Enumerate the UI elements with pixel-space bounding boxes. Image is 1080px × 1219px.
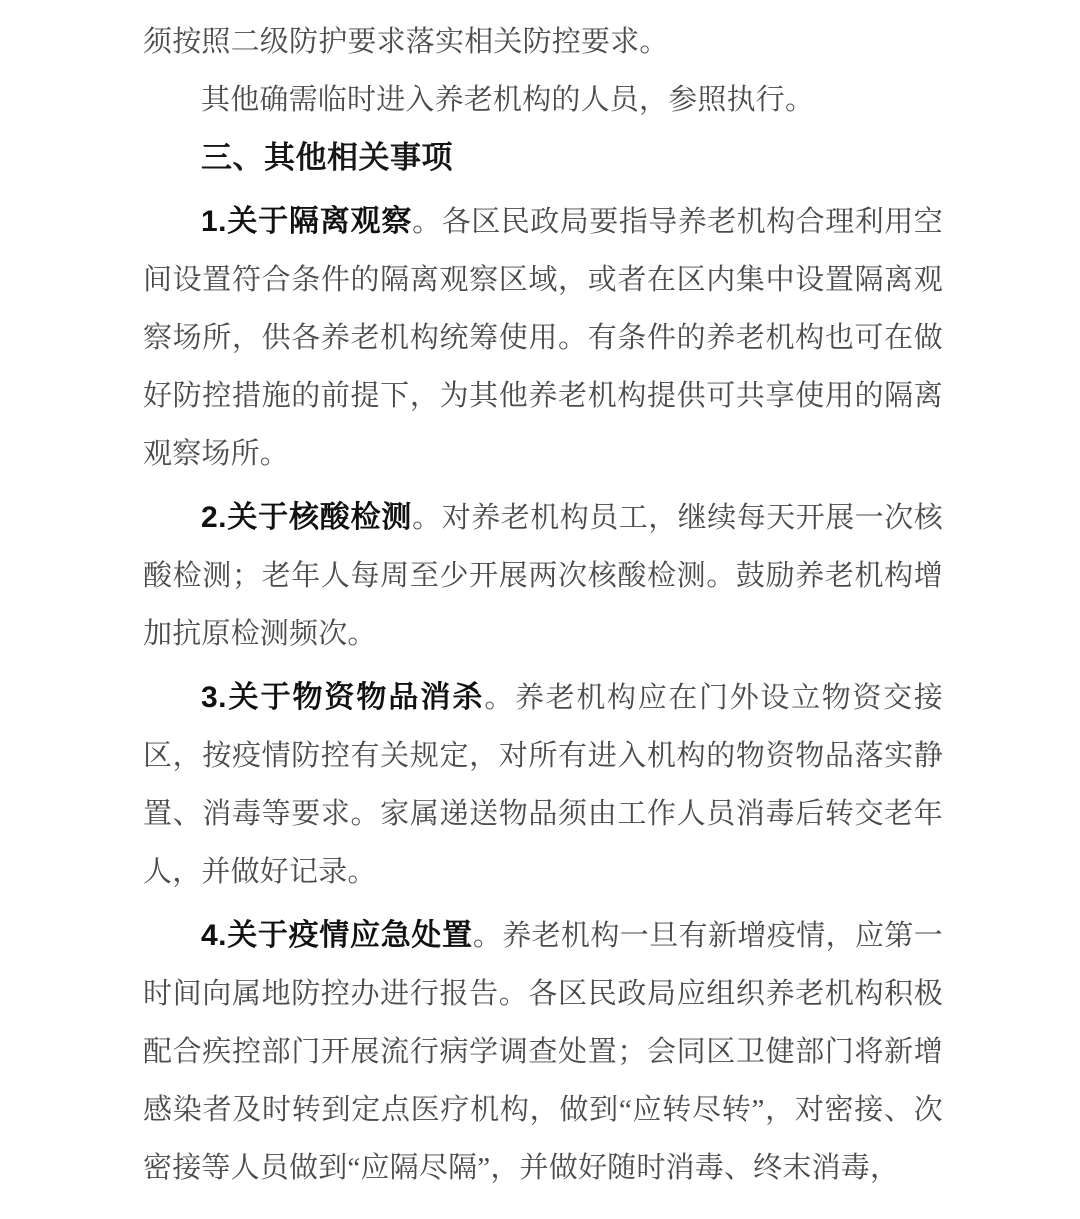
numbered-paragraph-4 [143, 907, 943, 1197]
intro-line: 其他确需临时进入养老机构的人员，参照执行。 [201, 84, 815, 116]
paragraph-1-lead: 1.关于隔离观察 [201, 205, 413, 238]
paragraph-2-separator: 。 [412, 502, 442, 534]
paragraph-4-lead: 4.关于疫情应急处置 [201, 919, 473, 952]
paragraph-2-lead: 2.关于核酸检测 [201, 501, 413, 534]
numbered-paragraph-1 [143, 193, 943, 483]
numbered-paragraph-3 [143, 669, 943, 901]
section-heading: 三、其他相关事项 [200, 140, 453, 175]
paragraph-3-separator: 。 [484, 682, 515, 714]
paragraph-3-lead: 3.关于物资物品消杀 [201, 681, 485, 714]
paragraph-2-body: 对养老机构员工，继续每天开展一次核酸检测；老年人每周至少开展两次核酸检测。鼓励养老机构增加抗原检测频次。 [143, 502, 943, 650]
paragraph-4-separator: 。 [472, 920, 503, 952]
paragraph-1-body: 各区民政局要指导养老机构合理利用空间设置符合条件的隔离观察区域，或者在区内集中设置隔离观察场所，供各养老机构统筹使用。有条件的养老机构也可在做好防控措施的前提下，为其他养老机构提供可共享使用的隔离观察场所。 [143, 206, 943, 470]
paragraph-3-body: 养老机构应在门外设立物资交接区，按疫情防控有关规定，对所有进入机构的物资物品落实静置、消毒等要求。家属递送物品须由工作人员消毒后转交老年人，并做好记录。 [143, 682, 943, 888]
numbered-paragraph-2 [143, 489, 943, 663]
intro-line-continuation: 须按照二级防护要求落实相关防控要求。 [143, 26, 669, 58]
paragraph-4-body: 养老机构一旦有新增疫情，应第一时间向属地防控办进行报告。各区民政局应组织养老机构积极配合疾控部门开展流行病学调查处置；会同区卫健部门将新增感染者及时转到定点医疗机构，做到“应转尽转”，对密接、次密接等人员做到“应隔尽隔”，并做好随时消毒、终末消毒， [143, 920, 943, 1184]
paragraph-1-separator: 。 [412, 206, 442, 238]
